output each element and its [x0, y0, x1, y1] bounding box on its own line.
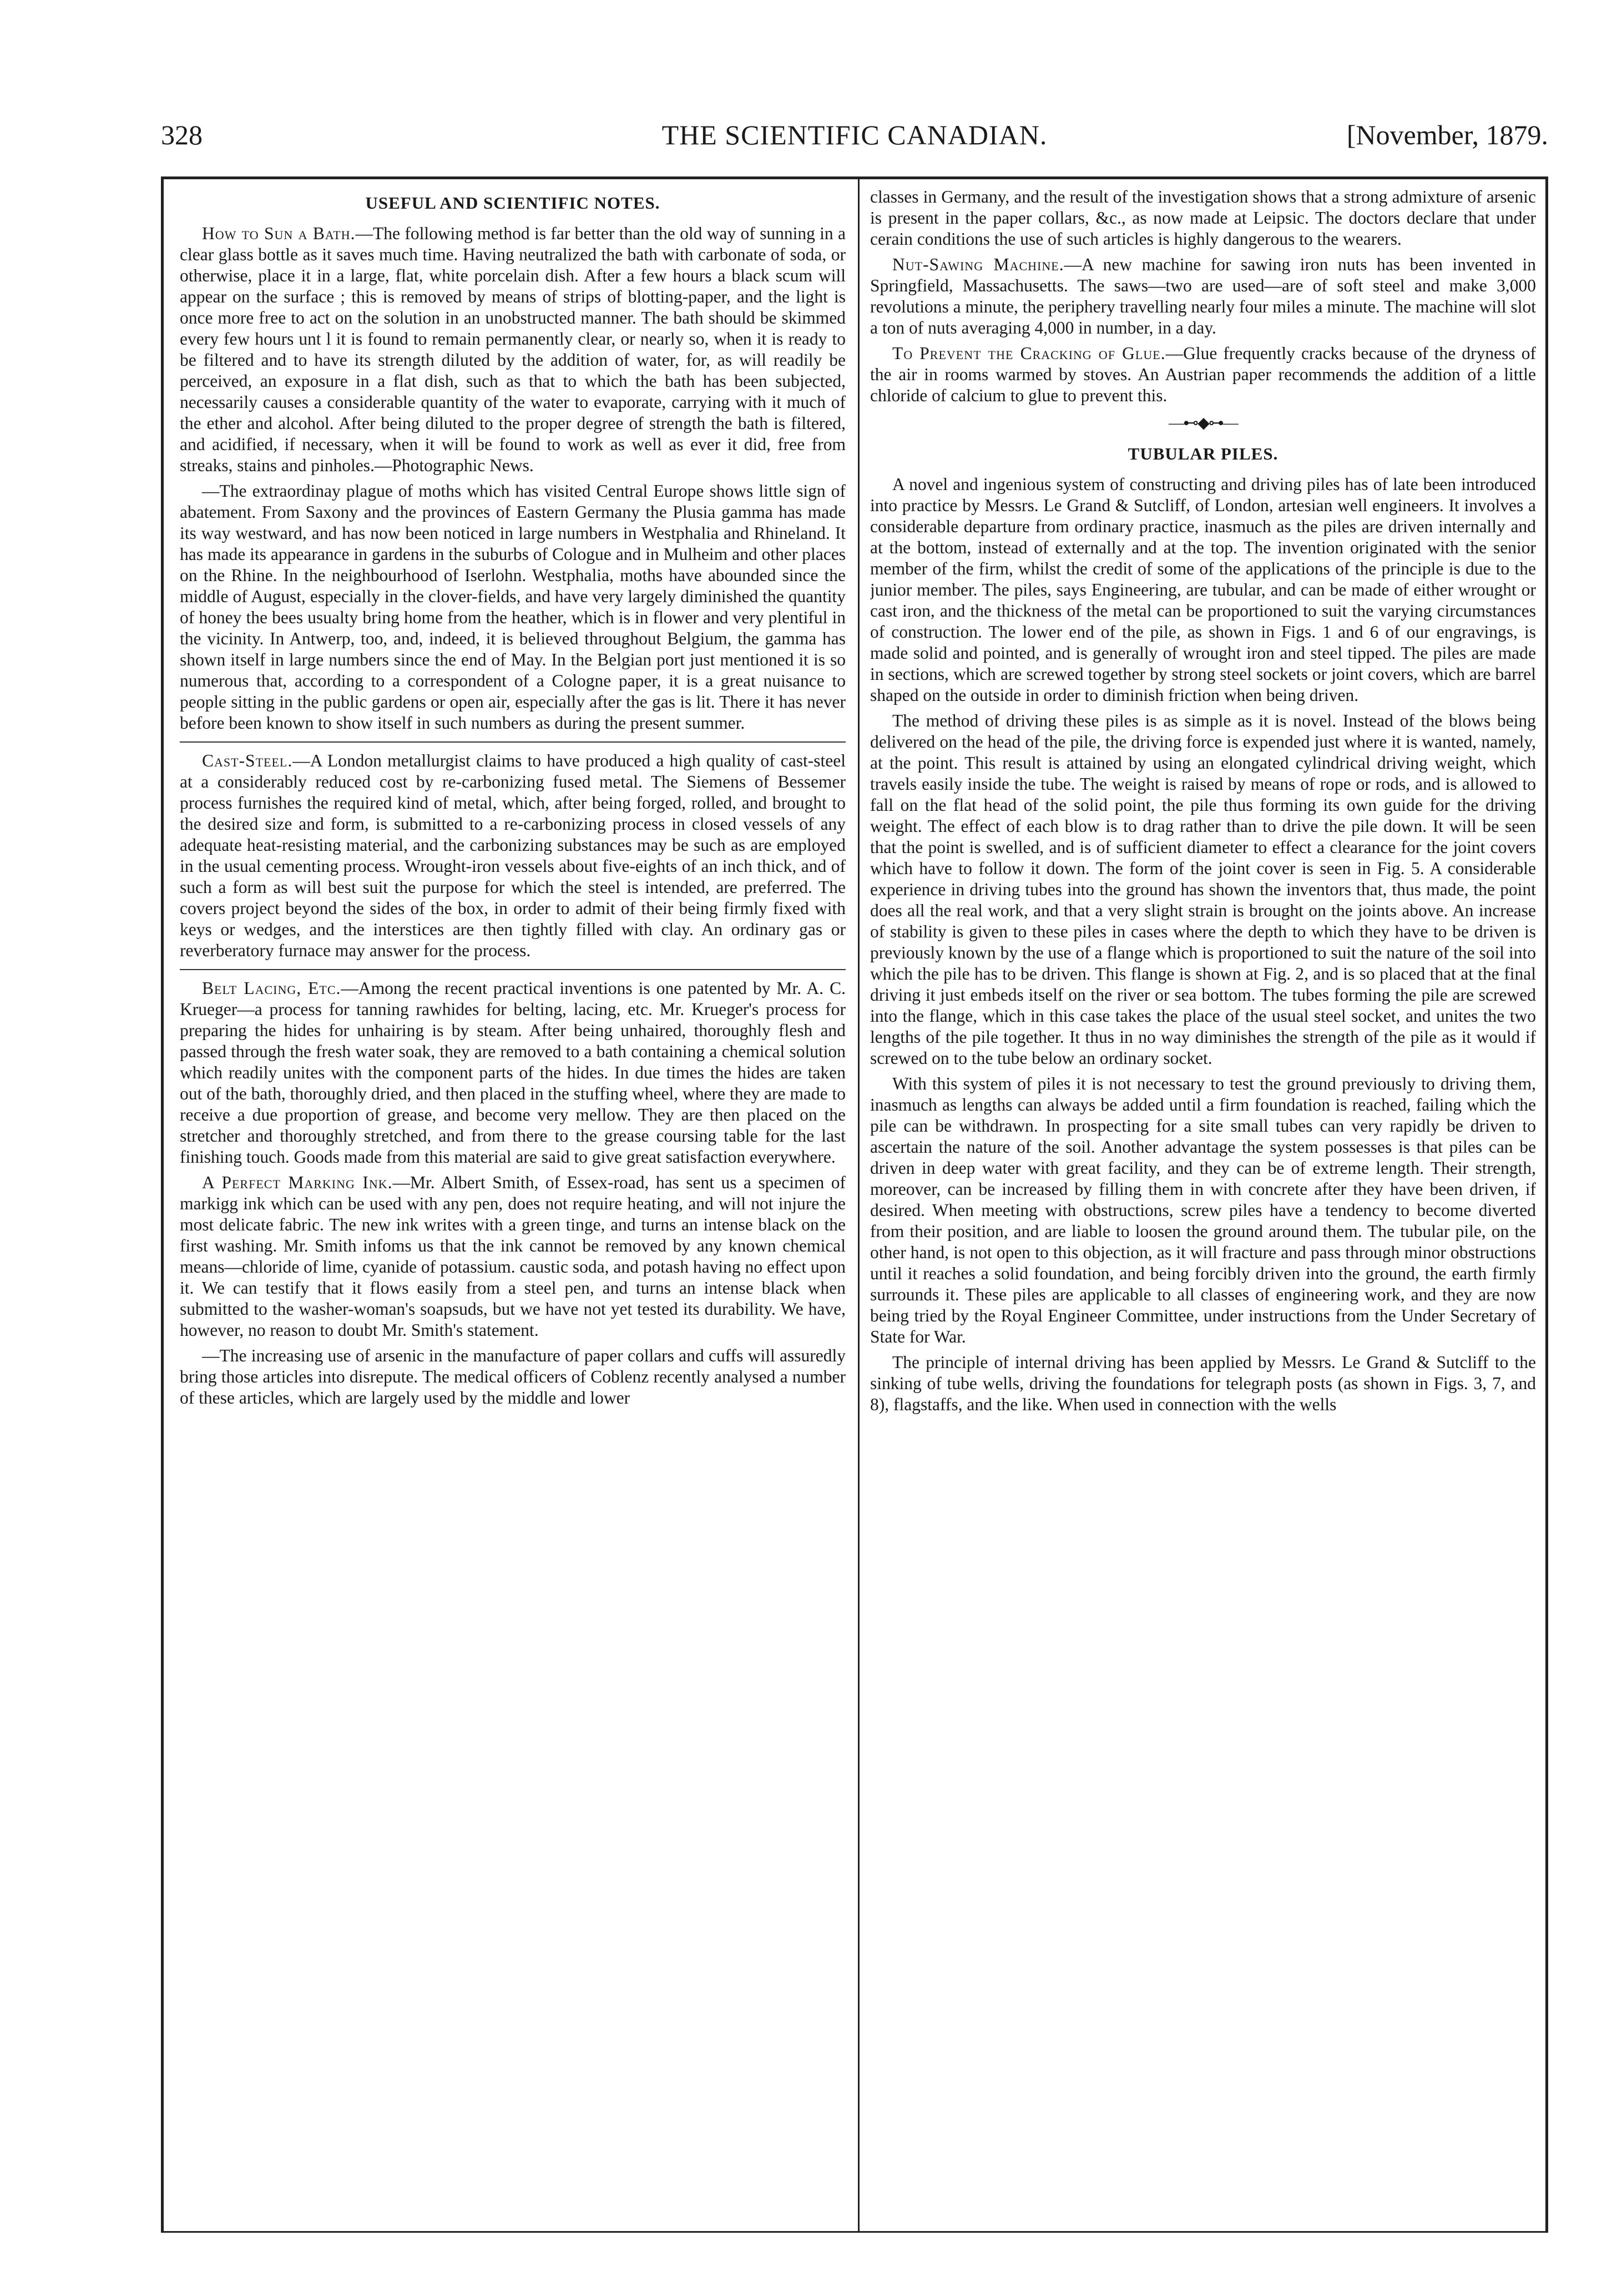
left-column [180, 186, 846, 2218]
article-lead: Cast-Steel. [202, 751, 293, 770]
article-piles-paragraph: The method of driving these piles is as simple as it is novel. Instead of the blows being delivered on the head of the pile, the driving force is expended just where it is wanted, namely, at the point. This result is attained by using an elongated cylindrical driving weight, which travels easily inside the tube. The weight is raised by means of rope or rods, and is allowed to fall on the flat head of the solid point, the pile thus forming its own guide for the driving weight. The effect of each blow is to drag rather than to drive the pile down. It will be seen that the point is swelled, and is of sufficient diameter to effect a clearance for the joint covers which have to follow it down. The form of the joint cover is seen in Fig. 5. A considerable experience in driving tubes into the ground has shown the inventors that, thus made, the point does all the real work, and that a very slight strain is brought on the joints above. An increase of stability is given to these piles in cases where the depth to which they have to be driven is previously known by the use of a flange which is proportioned to suit the nature of the soil into which the pile has to be driven. This flange is shown at Fig. 2, and is so placed that at the final driving it just embeds itself on the river or sea bottom. The tubes forming the pile are screwed into the flange, which in this case takes the place of the usual steel socket, and unites the two lengths of the pile together. It thus in no way diminishes the strength of the pile as it would if screwed on to the tube below an ordinary socket. [870, 711, 1536, 1068]
article-moths [180, 481, 846, 734]
article-body: —The extraordinay plague of moths which has visited Central Europe shows little sign of abatement. From Saxony and the provinces of Eastern Germany the Plusia gamma has made its way westward, and has now been noticed in large numbers in Westphalia and Rhineland. It has made its appearance in gardens in the suburbs of Cologue and in Mulheim and other places on the Rhine. In the neighbourhood of Iserlohn. Westphalia, moths have abounded since the middle of August, especially in the clover-fields, and have very largely diminished the quantity of honey the bees usualty bring home from the heather, which is in flower and very plentiful in the vicinity. In Antwerp, too, and, indeed, it is believed throughout Belgium, the gamma has shown itself in large numbers since the end of May. In the Belgian port just mentioned it is so numerous that, according to a correspondent of a Cologne paper, it is a great nuisance to people sitting in the public gardens or open air, especially after the gas is lit. There it has never before been known to show itself in such numbers as during the present summer. [180, 481, 846, 733]
article-lead: To Prevent the Cracking of Glue. [892, 344, 1166, 363]
article-arsenic-continued [870, 186, 1536, 250]
article-cracking-glue [870, 343, 1536, 406]
article-piles-paragraph: The principle of internal driving has been applied by Messrs. Le Grand & Sutcliff to the sinking of tube wells, driving the foundations for telegraph posts (as shown in Figs. 3, 7, and 8), flagstaffs, and the like. When used in connection with the wells [870, 1353, 1536, 1414]
article-body: —A London metallurgist claims to have produced a high quality of cast-steel at a considerably reduced cost by re-carbonizing fused metal. The Siemens of Bessemer process furnishes the required kind of metal, which, after being forged, rolled, and brought to the desired size and form, is submitted to a re-carbonizing process in closed vessels of any adequate heat-resisting material, and the carbonizing substances may be such as are employed in the usual cementing process. Wrought-iron vessels about five-eights of an inch thick, and of such a form as will best suit the purpose for which the steel is intended, are preferred. The covers project beyond the sides of the box, in order to admit of their being firmly fixed with keys or wedges, and the interstices are then tightly filled with clay. An ordinary gas or reverberatory furnace may answer for the process. [180, 751, 846, 960]
article-lead: A Perfect Marking Ink. [202, 1173, 393, 1192]
article-sunning-bath [180, 223, 846, 476]
page-header [161, 118, 1548, 162]
section-ornament: —⊷◆⊶— [1169, 415, 1237, 432]
page-number: 328 [161, 119, 203, 150]
article-body: —Mr. Albert Smith, of Essex-road, has sent us a specimen of markigg ink which can be used with any pen, does not require heating, and will not injure the most delicate fabric. The new ink writes with a green tinge, and turns an intense black on the first washing. Mr. Smith infoms us that the ink cannot be removed by any known chemical means—chloride of lime, cyanide of potassium. caustic soda, and potash having no effect upon it. We can testify that it flows easily from a steel pen, and turns an intense black when submitted to the washer-woman's soapsuds, but we have not yet tested its durability. We have, however, no reason to doubt Mr. Smith's statement. [180, 1173, 846, 1340]
article-body: —A new machine for sawing iron nuts has been invented in Springfield, Massachusetts. The saws—two are used—are of soft steel and make 3,000 revolutions a minute, the periphery travelling nearly four miles a minute. The machine will slot a ton of nuts averaging 4,000 in number, in a day. [870, 255, 1536, 337]
article-cast-steel [180, 750, 846, 961]
article-nut-sawing [870, 254, 1536, 339]
article-body: —The following method is far better than the old way of sunning in a clear glass bottle as it saves much time. Having neutralized the bath with carbonate of soda, or otherwise, place it in a large, flat, white porcelain dish. After a few hours a black scum will appear on the surface ; this is removed by means of strips of blotting-paper, and the light is once more free to act on the solution in an unobstructed manner. The bath should be skimmed every few hours unt l it is found to remain permanently clear, or nearly so, when it is ready to be filtered and to have its strength diluted by the addition of water, for, as will readily be perceived, an exposure in a flat dish, such as that to which the bath has been subjected, necessarily causes a considerable quantity of the water to evaporate, carrying with it much of the ether and alcohol. After being diluted to the proper degree of strength the bath is filtered, and acidified, if necessary, when it will be found to work as well as ever it did, free from streaks, stains and pinholes.—Photographic News. [180, 224, 846, 475]
section-title-piles: TUBULAR PILES. [1128, 444, 1278, 463]
article-body: —Glue frequently cracks because of the dryness of the air in rooms warmed by stoves. An Austrian paper recommends the addition of a little chloride of calcium to glue to prevent this. [870, 344, 1536, 405]
divider-rule [180, 969, 846, 970]
article-lead: How to Sun a Bath. [202, 224, 356, 243]
article-lead: Belt Lacing, Etc. [202, 978, 341, 998]
article-arsenic [180, 1345, 846, 1409]
article-belt-lacing [180, 978, 846, 1168]
divider-rule [180, 741, 846, 743]
journal-title: THE SCIENTIFIC CANADIAN. [661, 119, 1048, 150]
article-body: classes in Germany, and the result of the investigation shows that a strong admixture of arsenic is present in the paper collars, &c., as now made at Leipsic. The doctors declare that under cerain conditions the use of such articles is highly dangerous to the wearers. [870, 187, 1536, 249]
article-piles-paragraph: With this system of piles it is not necessary to test the ground previously to driving them, inasmuch as lengths can always be added until a firm foundation is reached, failing which the pile can be withdrawn. In prospecting for a site small tubes can very rapidly be driven to ascertain the nature of the soil. Another advantage the system possesses is that piles can be driven in deep water with great facility, and they can be of extreme length. Their strength, moreover, can be increased by filling them in with concrete after they have been driven, if desired. When meeting with obstructions, screw piles have a tendency to become diverted from their position, and are liable to loosen the ground around them. The tubular pile, on the other hand, is not open to this objection, as it will fracture and pass through minor obstructions until it reaches a solid foundation, and being forcibly driven into the ground, the earth firmly surrounds it. These piles are applicable to all classes of engineering work, and they are now being tried by the Royal Engineer Committee, under instructions from the Under Secretary of State for War. [870, 1074, 1536, 1346]
article-body: —The increasing use of arsenic in the manufacture of paper collars and cuffs will assuredly bring those articles into disrepute. The medical officers of Coblenz recently analysed a number of these articles, which are largely used by the middle and lower [180, 1346, 846, 1407]
section-title-notes: USEFUL AND SCIENTIFIC NOTES. [365, 193, 660, 213]
right-column [870, 186, 1536, 2218]
article-marking-ink [180, 1172, 846, 1341]
article-piles-paragraph: A novel and ingenious system of constructing and driving piles has of late been introduced into practice by Messrs. Le Grand & Sutcliff, of London, artesian well engineers. It involves a considerable departure from ordinary practice, inasmuch as the piles are driven internally and at the bottom, instead of externally and at the top. The invention originated with the senior member of the firm, whilst the credit of some of the applications of the principle is due to the junior member. The piles, says Engineering, are tubular, and can be made of either wrought or cast iron, and the thickness of the metal can be proportioned to suit the varying circumstances of construction. The lower end of the pile, as shown in Figs. 1 and 6 of our engravings, is made solid and pointed, and is generally of wrought iron and steel tipped. The piles are made in sections, which are screwed together by strong steel sockets or joint covers, which are barrel shaped on the outside in order to diminish friction when being driven. [870, 475, 1536, 705]
article-lead: Nut-Sawing Machine. [892, 255, 1064, 274]
issue-date: [November, 1879. [1346, 119, 1548, 150]
article-body: —Among the recent practical inventions is one patented by Mr. A. C. Krueger—a process for tanning rawhides for belting, lacing, etc. Mr. Krueger's process for preparing the hides for unhairing is by steam. After being unhaired, thoroughly flesh and passed through the fresh water soak, they are removed to a bath containing a chemical solution which readily unites with the component parts of the hides. In due times the hides are taken out of the bath, thoroughly dried, and then placed in the stuffing wheel, where they are made to receive a due proportion of grease, and become very mellow. They are then placed on the stretcher and thoroughly stretched, and from there to the grease coursing table for the last finishing touch. Goods made from this material are said to give great satisfaction everywhere. [180, 978, 846, 1167]
column-divider [858, 176, 860, 2233]
